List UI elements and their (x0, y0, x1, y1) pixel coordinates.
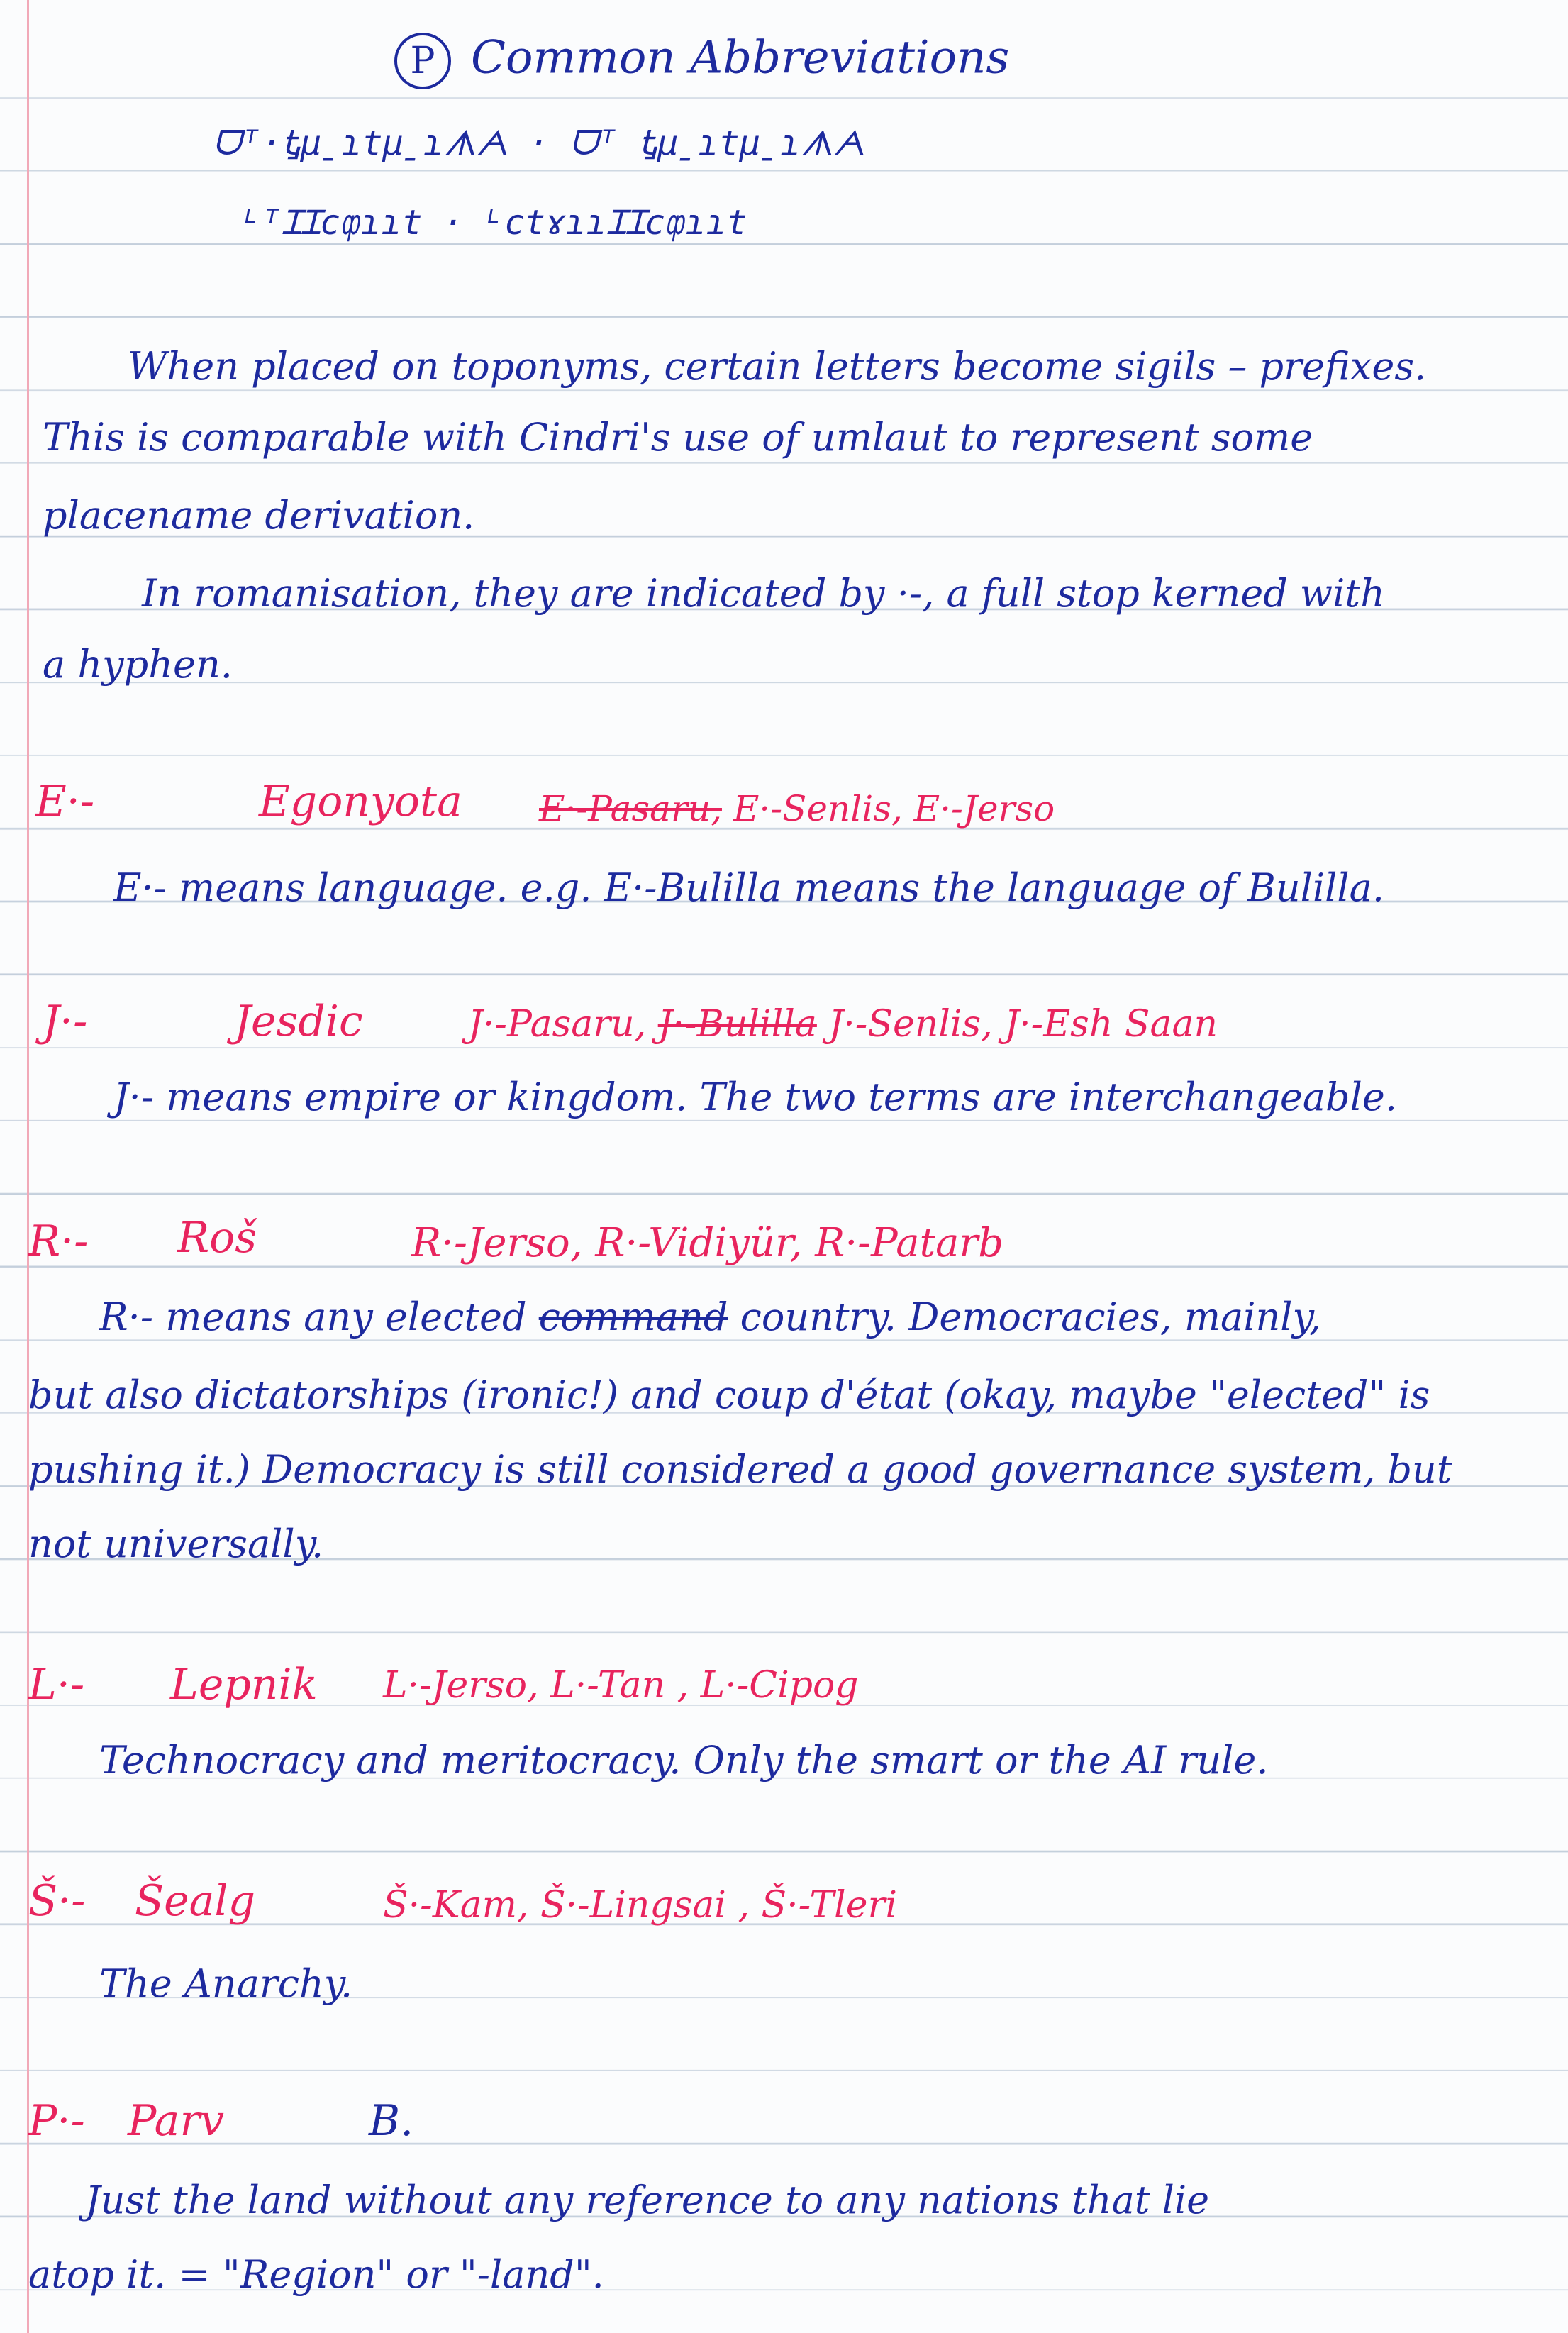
sigil-j-prefix: J·- (43, 997, 88, 1046)
sigil-e-struck-example: E·-Pasaru, (539, 788, 722, 829)
sigil-j-examples (468, 1003, 1218, 1046)
sigil-r-desc-line-3: pushing it.) Democracy is still considered a good governance system, but (28, 1447, 1452, 1492)
sigil-j-struck-example: J·-Bulilla (657, 1003, 817, 1046)
sigil-e-name: Egonyota (259, 777, 462, 826)
section-marker: P (394, 33, 451, 89)
sigil-e-examples (539, 788, 1055, 829)
sigil-s-name: Šealg (135, 1876, 255, 1926)
script-line-1: ᗜᵀ·Ꮏµ̱ɿtµ̱ɿᗑᗅ · ᗜᵀ Ꮏµ̱ɿtµ̱ɿᗑᗅ (213, 123, 865, 163)
sigil-r-examples: R·-Jerso, R·-Vidiyür, R·-Patarb (411, 1220, 1004, 1266)
page-margin-line (27, 0, 29, 2333)
script-line-2: ᴸᵀꞮꞮϲȹɿɿt · ᴸϲtɤɿɿꞮꞮϲȹɿɿt (241, 203, 747, 243)
sigil-s-examples: Š·-Kam, Š·-Lingsai , Š·-Tleri (383, 1884, 897, 1927)
intro-line-5: a hyphen. (43, 642, 233, 687)
sigil-r-desc-line-4: not universally. (28, 1522, 324, 1566)
sigil-r-desc-line-2: but also dictatorships (ironic!) and coup d'état (okay, maybe "elected" is (28, 1373, 1430, 1417)
sigil-r-name: Roš (177, 1213, 257, 1263)
sigil-l-examples: L·-Jerso, L·-Tan , L·-Cipog (383, 1664, 859, 1707)
sigil-r-prefix: R·- (28, 1217, 89, 1266)
sigil-p-desc-line-1: Just the land without any reference to any nations that lie (85, 2178, 1210, 2222)
sigil-e-example-list: E·-Senlis, E·-Jerso (733, 788, 1055, 829)
sigil-p-name: Parv (128, 2096, 225, 2146)
sigil-p-desc-line-2: atop it. = "Region" or "-land". (28, 2252, 604, 2297)
sigil-l-name: Lepnik (170, 1660, 318, 1709)
sigil-r-struck-word: command (538, 1295, 728, 1339)
intro-line-4: In romanisation, they are indicated by ·-, a full stop kerned with (142, 571, 1385, 616)
page-title: Common Abbreviations (471, 31, 1010, 84)
sigil-p-prefix: P·- (28, 2096, 85, 2146)
sigil-e-prefix: E·- (35, 777, 95, 826)
sigil-j-example-list-a: J·-Pasaru, (468, 1003, 647, 1046)
intro-line-1: When placed on toponyms, certain letters become sigils – prefixes. (128, 344, 1427, 389)
intro-line-2: This is comparable with Cindri's use of umlaut to represent some (43, 415, 1313, 460)
sigil-l-desc: Technocracy and meritocracy. Only the smart or the AI rule. (99, 1738, 1269, 1783)
sigil-e-desc: E·- means language. e.g. E·-Bulilla means the language of Bulilla. (113, 865, 1385, 910)
sigil-l-prefix: L·- (28, 1660, 85, 1709)
sigil-r-desc-line-1 (99, 1295, 1322, 1339)
intro-line-3: placename derivation. (43, 493, 475, 538)
sigil-p-extra: B. (369, 2096, 414, 2146)
sigil-s-desc: The Anarchy. (99, 1961, 353, 2006)
sigil-r-desc-a: R·- means any elected (99, 1295, 527, 1339)
sigil-s-prefix: Š·- (28, 1876, 86, 1926)
sigil-j-example-list-b: J·-Senlis, J·-Esh Saan (828, 1003, 1218, 1046)
sigil-j-name: Jesdic (234, 997, 363, 1046)
sigil-r-desc-b: country. Democracies, mainly, (740, 1295, 1322, 1339)
page-title-row (394, 33, 1009, 89)
sigil-j-desc: J·- means empire or kingdom. The two terms are interchangeable. (113, 1075, 1398, 1119)
